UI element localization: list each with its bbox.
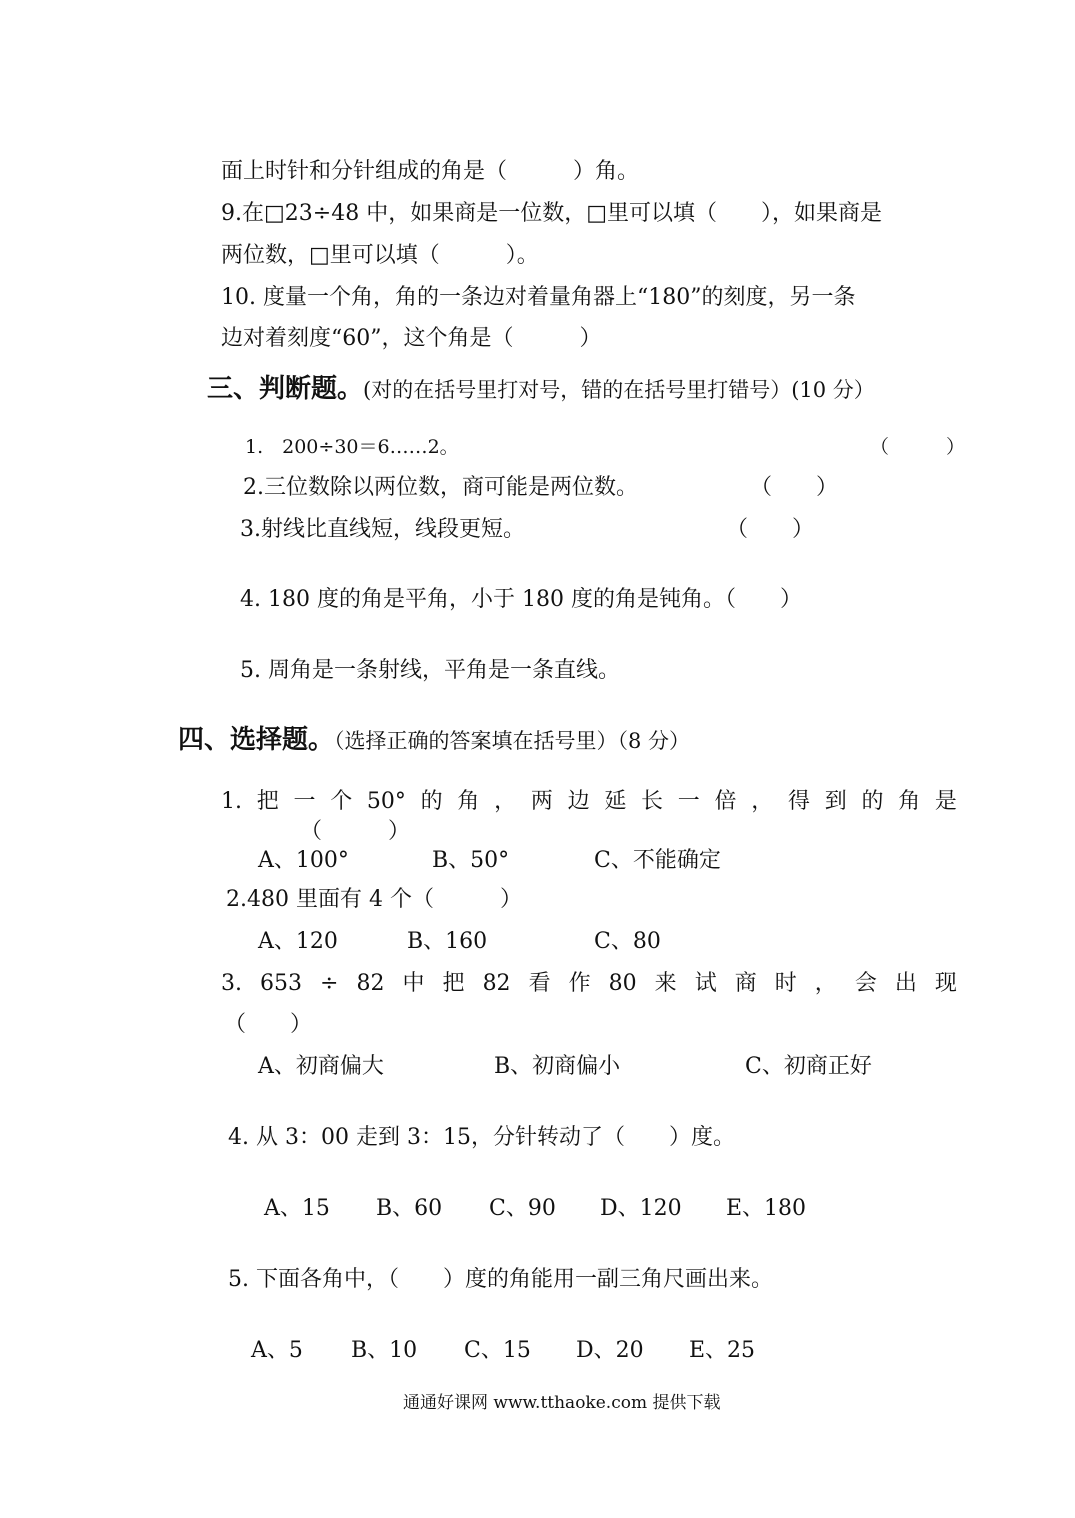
- token: ，: [494, 789, 517, 814]
- section4-note: （选择正确的答案填在括号里）（8 分）: [334, 729, 691, 753]
- choice-q2-option-c: C、80: [594, 929, 661, 954]
- token: 时: [774, 971, 797, 996]
- token: 试: [694, 971, 717, 996]
- judge-q3-text: 3.射线比直线短，线段更短。: [240, 517, 525, 542]
- token: 两: [530, 789, 553, 814]
- section3-note: (对的在括号里打对号，错的在括号里打错号）(10 分）: [363, 378, 875, 402]
- token: 的: [861, 789, 884, 814]
- choice-q3-option-c: C、初商正好: [745, 1054, 872, 1079]
- choice-q2-option-b: B、160: [407, 929, 488, 954]
- choice-q1-option-c: C、不能确定: [594, 848, 721, 873]
- token: 得: [787, 789, 810, 814]
- token: 82: [356, 971, 385, 996]
- judge-q2-text: 2.三位数除以两位数，商可能是两位数。: [243, 475, 638, 500]
- choice-q5-option-b: B、10: [351, 1338, 418, 1363]
- choice-q5-option-a: A、5: [251, 1338, 303, 1363]
- token: 角: [457, 789, 480, 814]
- token: 653: [260, 971, 303, 996]
- token: 一: [293, 789, 316, 814]
- choice-q4-option-b: B、60: [376, 1196, 443, 1221]
- choice-q3-paren: （ ）: [224, 1012, 313, 1037]
- choice-q4-text: 4. 从 3：00 走到 3：15，分针转动了（ ）度。: [228, 1125, 735, 1150]
- choice-q4-option-c: C、90: [489, 1196, 556, 1221]
- token: 的: [420, 789, 443, 814]
- choice-q4-option-a: A、15: [264, 1196, 330, 1221]
- section3-heading: [207, 375, 875, 405]
- choice-q2-option-a: A、120: [258, 929, 338, 954]
- token: ÷: [320, 971, 339, 996]
- judge-q5-text: 5. 周角是一条射线，平角是一条直线。: [240, 658, 620, 683]
- token: 商: [734, 971, 757, 996]
- token: 现: [934, 971, 957, 996]
- q9-line1: 9.在□23÷48 中，如果商是一位数，□里可以填（ ），如果商是: [221, 201, 882, 226]
- choice-q1-option-b: B、50°: [432, 848, 510, 873]
- q8-continuation: 面上时针和分针组成的角是（ ）角。: [221, 159, 640, 184]
- token: 是: [934, 789, 957, 814]
- choice-q5-option-e: E、25: [689, 1338, 756, 1363]
- token: 边: [567, 789, 590, 814]
- choice-q3-line: [221, 970, 957, 998]
- token: 把: [442, 971, 465, 996]
- token: 看: [528, 971, 551, 996]
- judge-q3-paren: （ ）: [726, 517, 815, 542]
- page-footer: 通通好课网 www.tthaoke.com 提供下载: [403, 1393, 721, 1413]
- token: 作: [568, 971, 591, 996]
- judge-q2-paren: （ ）: [750, 475, 839, 500]
- token: 中: [402, 971, 425, 996]
- token: 倍: [714, 789, 737, 814]
- token: 3.: [221, 971, 242, 996]
- token: 延: [604, 789, 627, 814]
- q10-line1: 10. 度量一个角，角的一条边对着量角器上“180”的刻度，另一条: [221, 285, 856, 310]
- token: 一: [677, 789, 700, 814]
- section4-title: 四、选择题。: [178, 725, 335, 755]
- token: 会: [854, 971, 877, 996]
- token: 来: [654, 971, 677, 996]
- token: 到: [824, 789, 847, 814]
- choice-q5-option-c: C、15: [464, 1338, 531, 1363]
- choice-q1-line: [221, 788, 957, 816]
- token: 长: [641, 789, 664, 814]
- token: 82: [482, 971, 511, 996]
- token: 1.: [221, 789, 242, 814]
- token: 角: [898, 789, 921, 814]
- token: 个: [330, 789, 353, 814]
- judge-q4-text: 4. 180 度的角是平角，小于 180 度的角是钝角。（ ）: [240, 587, 802, 612]
- judge-q1-text: 1. 200÷30＝6……2。: [245, 436, 459, 458]
- section3-title: 三、判断题。: [207, 374, 364, 404]
- choice-q5-text: 5. 下面各角中，（ ）度的角能用一副三角尺画出来。: [228, 1267, 773, 1292]
- token: 50°: [366, 789, 406, 814]
- token: 出: [894, 971, 917, 996]
- choice-q2-text: 2.480 里面有 4 个（ ）: [226, 887, 522, 912]
- choice-q3-option-a: A、初商偏大: [258, 1054, 384, 1079]
- choice-q5-option-d: D、20: [576, 1338, 644, 1363]
- choice-q1-paren: （ ）: [300, 819, 411, 844]
- token: ，: [814, 971, 837, 996]
- q10-line2: 边对着刻度“60”，这个角是（ ）: [221, 326, 602, 351]
- token: 把: [256, 789, 279, 814]
- choice-q4-option-d: D、120: [600, 1196, 682, 1221]
- choice-q1-option-a: A、100°: [258, 848, 349, 873]
- choice-q3-option-b: B、初商偏小: [494, 1054, 621, 1079]
- section4-heading: [178, 726, 690, 756]
- token: ，: [751, 789, 774, 814]
- q9-line2: 两位数，□里可以填（ ）。: [221, 243, 539, 268]
- choice-q4-option-e: E、180: [726, 1196, 807, 1221]
- token: 80: [608, 971, 637, 996]
- judge-q1-paren: （ ）: [870, 436, 966, 458]
